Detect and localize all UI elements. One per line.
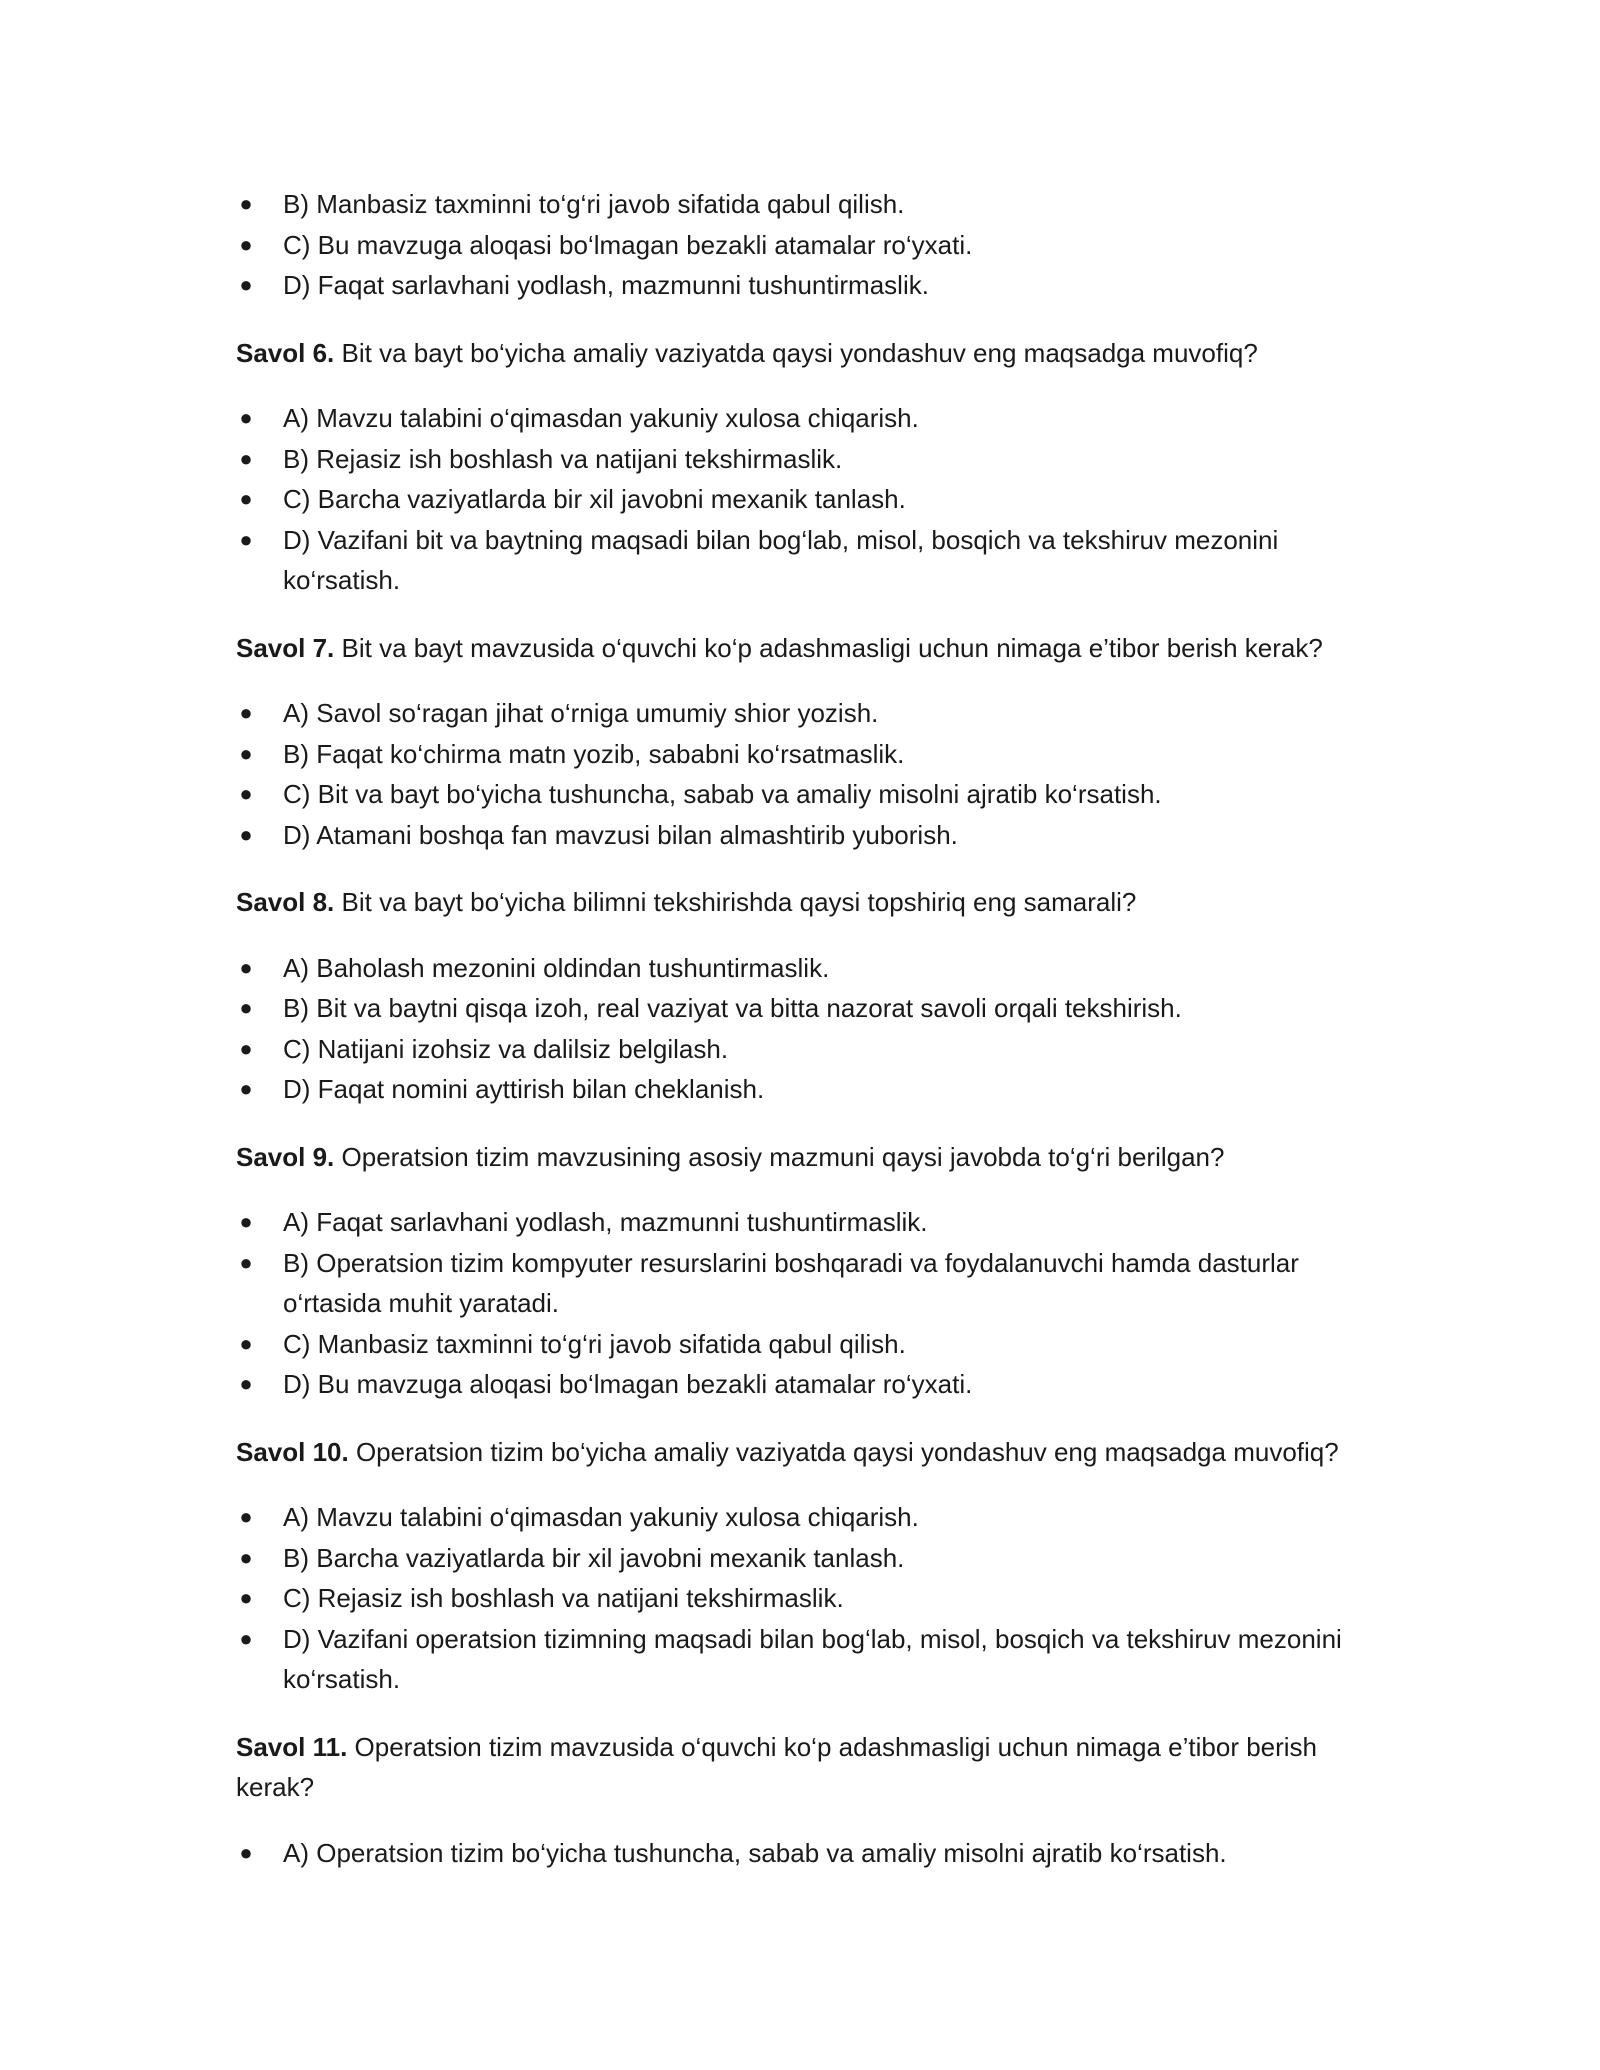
list-item [236, 734, 1366, 775]
list-item [236, 1069, 1366, 1110]
question-text: Operatsion tizim mavzusida o‘quvchi ko‘p adashmasligi uchun nimaga e’tibor berish kerak? [236, 1731, 1318, 1802]
list-item [236, 1029, 1366, 1070]
option-text: A) Savol so‘ragan jihat o‘rniga umumiy shior yozish. [283, 698, 879, 728]
list-item [236, 439, 1366, 480]
option-text: C) Manbasiz taxminni to‘g‘ri javob sifatida qabul qilish. [283, 1328, 906, 1359]
question-label: Savol 9. [236, 1141, 335, 1172]
list-item [236, 1833, 1366, 1874]
bullet-icon: ● [239, 526, 253, 552]
bullet-icon: ● [239, 1839, 253, 1865]
list-item [236, 774, 1366, 815]
option-list [236, 1833, 1366, 1874]
list-item [236, 1364, 1366, 1405]
list-item [236, 1324, 1366, 1365]
bullet-icon: ● [239, 1585, 253, 1610]
question-heading [236, 1727, 1366, 1808]
option-text: B) Bit va baytni qisqa izoh, real vaziyat va bitta nazorat savoli orqali tekshirish. [283, 993, 1182, 1023]
option-text: B) Operatsion tizim kompyuter resurslarini boshqaradi va foydalanuvchi hamda dasturlar o‘rtasida muhit yaratadi. [283, 1247, 1299, 1318]
list-item [236, 815, 1366, 856]
list-item [236, 225, 1366, 266]
option-text: D) Atamani boshqa fan mavzusi bilan almashtirib yuborish. [283, 819, 958, 850]
bullet-icon: ● [239, 272, 253, 297]
option-list [236, 184, 1366, 306]
question-text: Bit va bayt bo‘yicha amaliy vaziyatda qaysi yondashuv eng maqsadga muvofiq? [334, 337, 1258, 368]
option-text: C) Rejasiz ish boshlash va natijani tekshirmaslik. [283, 1583, 844, 1613]
bullet-icon: ● [239, 740, 253, 766]
option-text: C) Bit va bayt bo‘yicha tushuncha, sabab va amaliy misolni ajratib ko‘rsatish. [283, 779, 1162, 809]
bullet-icon: ● [239, 191, 253, 216]
bullet-icon: ● [239, 821, 253, 847]
option-text: B) Faqat ko‘chirma matn yozib, sababni ko‘rsatmaslik. [283, 738, 905, 769]
question-text: Bit va bayt bo‘yicha bilimni tekshirishda qaysi topshiriq eng samarali? [334, 887, 1137, 917]
option-text: A) Mavzu talabini o‘qimasdan yakuniy xulosa chiqarish. [283, 1502, 919, 1532]
question-label: Savol 7. [236, 632, 335, 663]
option-text: A) Faqat sarlavhani yodlash, mazmunni tushuntirmaslik. [283, 1207, 928, 1237]
list-item [236, 398, 1366, 439]
option-text: C) Bu mavzuga aloqasi bo‘lmagan bezakli atamalar ro‘yxati. [283, 229, 973, 260]
option-text: D) Faqat sarlavhani yodlash, mazmunni tushuntirmaslik. [283, 270, 929, 300]
bullet-icon: ● [239, 1330, 253, 1356]
bullet-icon: ● [239, 700, 253, 725]
list-item [236, 948, 1366, 989]
bullet-icon: ● [239, 954, 253, 980]
option-text: A) Baholash mezonini oldindan tushuntirmaslik. [283, 952, 830, 983]
question-label: Savol 8. [236, 887, 335, 917]
bullet-icon: ● [239, 486, 253, 511]
option-text: D) Faqat nomini ayttirish bilan cheklanish. [283, 1074, 765, 1104]
option-list [236, 948, 1366, 1110]
bullet-icon: ● [239, 405, 253, 430]
list-item [236, 1619, 1366, 1700]
bullet-icon: ● [239, 1076, 253, 1101]
list-item [236, 1497, 1366, 1538]
bullet-icon: ● [239, 1035, 253, 1061]
question-heading [236, 882, 1366, 923]
list-item [236, 693, 1366, 734]
list-item [236, 1202, 1366, 1243]
bullet-icon: ● [239, 781, 253, 806]
option-list [236, 1497, 1366, 1700]
question-heading [236, 628, 1366, 669]
list-item [236, 1243, 1366, 1324]
list-item [236, 184, 1366, 225]
list-item [236, 988, 1366, 1029]
bullet-icon: ● [239, 1371, 253, 1396]
option-text: C) Natijani izohsiz va dalilsiz belgilash. [283, 1033, 729, 1064]
option-text: B) Barcha vaziyatlarda bir xil javobni mexanik tanlash. [283, 1542, 905, 1573]
bullet-icon: ● [239, 231, 253, 257]
document-content [236, 184, 1366, 1873]
question-text: Operatsion tizim bo‘yicha amaliy vaziyatda qaysi yondashuv eng maqsadga muvofiq? [348, 1436, 1339, 1467]
option-text: D) Vazifani operatsion tizimning maqsadi bilan bog‘lab, misol, bosqich va tekshiruv mezonini ko‘rsatish. [283, 1623, 1342, 1694]
bullet-icon: ● [239, 1504, 253, 1529]
question-text: Operatsion tizim mavzusining asosiy mazmuni qaysi javobda to‘g‘ri berilgan? [334, 1141, 1225, 1172]
option-text: B) Manbasiz taxminni to‘g‘ri javob sifatida qabul qilish. [283, 189, 905, 219]
option-text: A) Operatsion tizim bo‘yicha tushuncha, sabab va amaliy misolni ajratib ko‘rsatish. [283, 1837, 1227, 1868]
option-text: D) Vazifani bit va baytning maqsadi bilan bog‘lab, misol, bosqich va tekshiruv mezonini ko‘rsatish. [283, 524, 1279, 595]
list-item [236, 1578, 1366, 1619]
question-label: Savol 10. [236, 1436, 349, 1467]
option-text: A) Mavzu talabini o‘qimasdan yakuniy xulosa chiqarish. [283, 403, 919, 433]
bullet-icon: ● [239, 995, 253, 1020]
question-heading [236, 1137, 1366, 1178]
bullet-icon: ● [239, 445, 253, 471]
option-text: D) Bu mavzuga aloqasi bo‘lmagan bezakli atamalar ro‘yxati. [283, 1369, 973, 1399]
list-item [236, 520, 1366, 601]
bullet-icon: ● [239, 1209, 253, 1234]
bullet-icon: ● [239, 1544, 253, 1570]
option-list [236, 398, 1366, 601]
question-heading [236, 333, 1366, 374]
bullet-icon: ● [239, 1249, 253, 1275]
list-item [236, 1538, 1366, 1579]
question-label: Savol 11. [236, 1731, 348, 1762]
bullet-icon: ● [239, 1625, 253, 1651]
option-text: C) Barcha vaziyatlarda bir xil javobni mexanik tanlash. [283, 484, 906, 514]
list-item [236, 479, 1366, 520]
option-text: B) Rejasiz ish boshlash va natijani tekshirmaslik. [283, 443, 843, 474]
question-heading [236, 1432, 1366, 1473]
option-list [236, 1202, 1366, 1405]
question-label: Savol 6. [236, 337, 335, 368]
question-text: Bit va bayt mavzusida o‘quvchi ko‘p adashmasligi uchun nimaga e’tibor berish kerak? [334, 632, 1323, 663]
list-item [236, 265, 1366, 306]
option-list [236, 693, 1366, 855]
